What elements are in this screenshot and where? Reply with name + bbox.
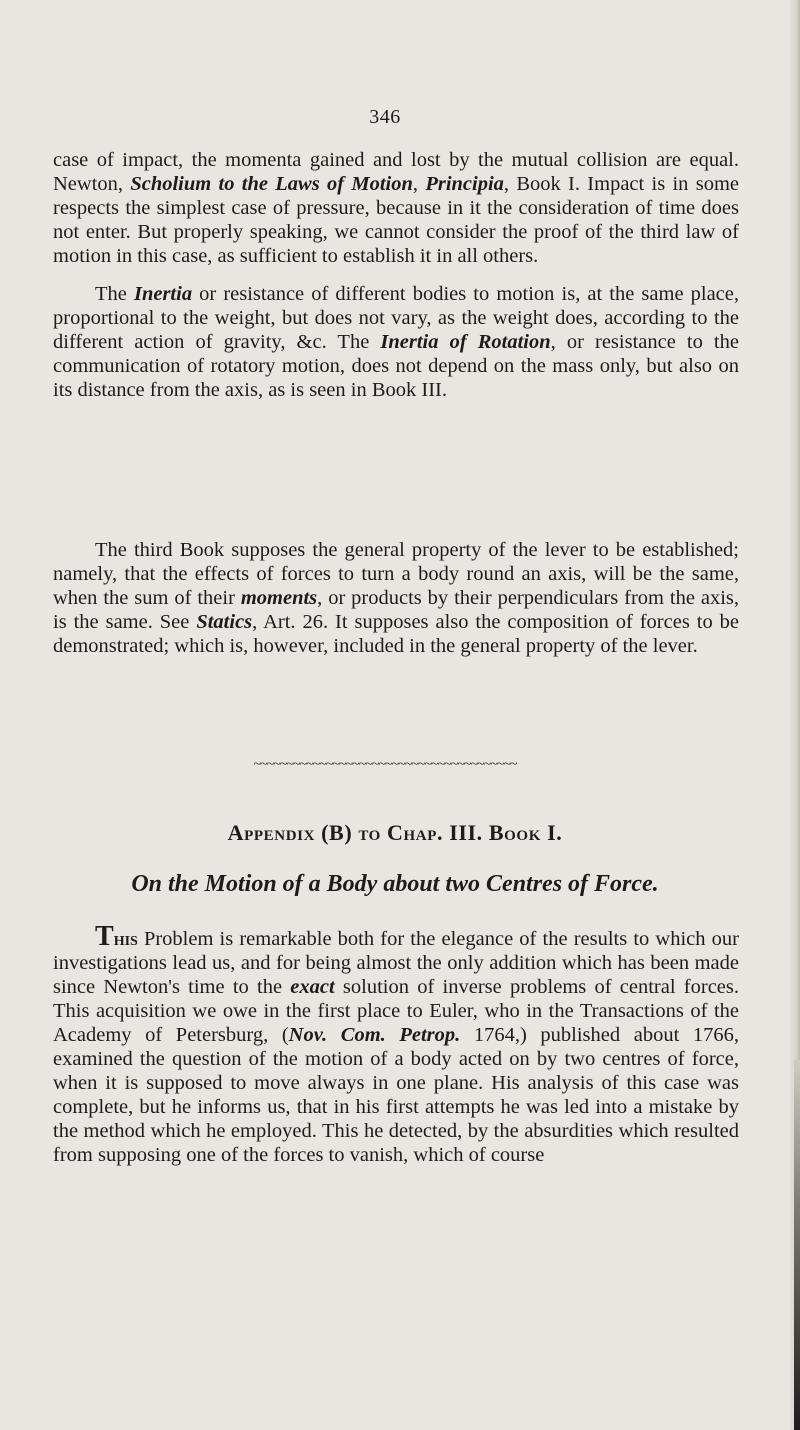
paragraph-impact [53, 148, 739, 268]
appendix-subtitle: On the Motion of a Body about two Centres of Force. [131, 871, 659, 897]
paragraph-2-text-b: or resistance of different bodies to motion is, at the same place, proportional to the weight, but does not vary, as the weight does, according to the different action of gravity, &c. The [53, 283, 739, 353]
paragraph-2-term-inertia: Inertia [133, 283, 193, 305]
paragraph-3-text-c: , Art. 26. It supposes also the composition of forces to be demonstrated; which is, however, included in the general property of the lever. [53, 611, 739, 657]
page-number: 346 [369, 106, 401, 128]
paragraph-4-opening-word: his [113, 928, 138, 950]
paragraph-1-title-principia: Principia [425, 173, 504, 195]
paragraph-4-citation: Nov. Com. Petrop. [288, 1024, 461, 1046]
paragraph-3-text-b: , or products by their perpendiculars from the axis, is the same. See [53, 587, 740, 633]
paragraph-2-text-a: The [95, 283, 134, 305]
paragraph-2-text-c: , or resistance to the communication of rotatory motion, does not depend on the mass only, but also on its distance from the axis, as is seen in Book III. [53, 331, 739, 401]
drop-cap-letter: T [95, 921, 114, 952]
paragraph-1-title-scholium: Scholium to the Laws of Motion [130, 173, 413, 195]
paragraph-1-text-a: case of impact, the momenta gained and lost by the mutual collision are equal. Newton, [53, 149, 739, 195]
paragraph-inertia [53, 282, 739, 402]
paragraph-3-text-a: The third Book supposes the general property of the lever to be established; namely, that the effects of forces to turn a body round an axis, will be the same, when the sum of their [53, 539, 739, 609]
paragraph-3-term-moments: moments [240, 587, 318, 609]
ornamental-divider: ~~~~~~~~~~~~~~~~~~~~~~~~~~~~~~~~~~~~~~~~ [253, 757, 517, 772]
paragraph-4-text-a: Problem is remarkable both for the elegance of the results to which our investigations lead us, and for being almost the only addition which has been made since Newton's time to the [53, 928, 739, 998]
paragraph-problem [53, 921, 739, 1167]
page-edge-shadow [794, 1060, 800, 1430]
appendix-heading: Appendix (B) to Chap. III. Book I. [227, 820, 563, 845]
paragraph-4-text-b: solution of inverse problems of central forces. This acquisition we owe in the first place to Euler, who in the Transactions of the Academy of Petersburg, ( [53, 976, 739, 1046]
paragraph-2-term-rotation: Inertia of Rotation [380, 331, 551, 353]
paragraph-1-text-c: , Book I. Impact is in some respects the simplest case of pressure, because in it the consideration of time does not enter. But properly speaking, we cannot consider the proof of the third law of motion in this case, as sufficient to establish it in all others. [53, 173, 740, 267]
paragraph-4-text-c: 1764,) published about 1766, examined the question of the motion of a body acted on by two centres of force, when it is supposed to move always in one plane. His analysis of this case was complete, but he informs us, that in his first attempts he was led into a mistake by the method which he employed. This he detected, by the absurdities which resulted from supposing one of the forces to vanish, which of course [53, 1024, 739, 1166]
paragraph-3-term-statics: Statics [196, 611, 253, 633]
paragraph-4-term-exact: exact [290, 976, 335, 998]
paragraph-lever [53, 538, 739, 658]
paragraph-1-text-b: , [412, 173, 426, 195]
